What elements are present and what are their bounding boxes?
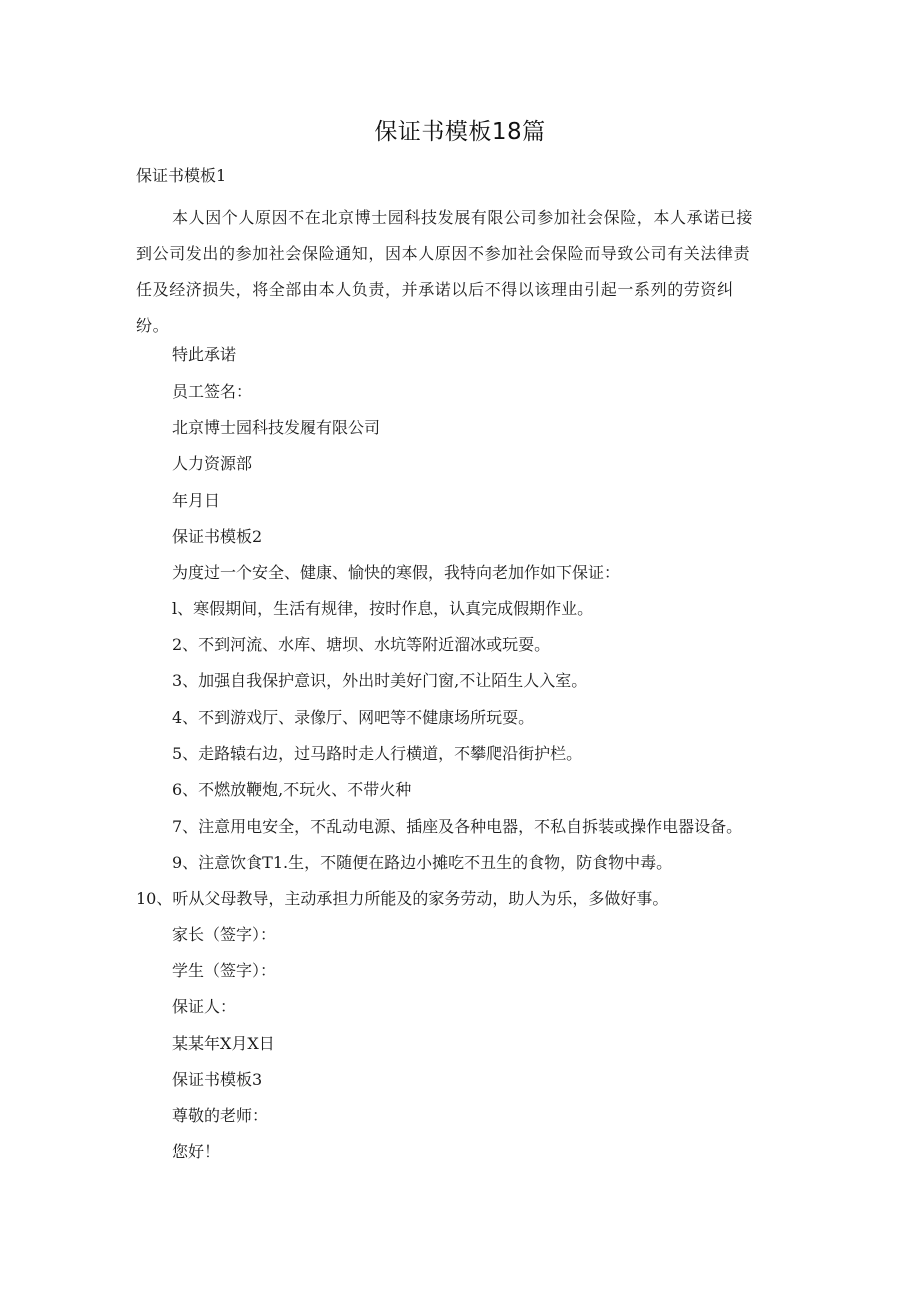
list-item: 5、走路辕右边，过马路时走人行横道，不攀爬沿街护栏。 — [172, 744, 583, 763]
section2-student-sign: 学生（签字）： — [172, 961, 277, 980]
list-item: 3、加强自我保护意识，外出时美好门窗,不让陌生人入室。 — [172, 671, 588, 690]
section2-heading: 保证书模板2 — [172, 527, 263, 546]
list-item: 9、注意饮食T1.生，不随便在路边小摊吃不丑生的食物，防食物中毒。 — [172, 853, 673, 872]
list-item: 10、听从父母教导，主动承担力所能及的家务劳动，助人为乐，多做好事。 — [136, 889, 669, 908]
document-title: 保证书模板18篇 — [374, 119, 546, 145]
section2-parent-sign: 家长（签字）： — [172, 925, 277, 944]
section3-heading: 保证书模板3 — [172, 1070, 263, 1089]
list-item: l、寒假期间，生活有规律，按时作息，认真完成假期作业。 — [172, 599, 594, 618]
paragraph-line: 纷。 — [136, 316, 170, 335]
list-item: 7、注意用电安全，不乱动电源、插座及各种电器，不私自拆装或操作电器设备。 — [172, 817, 743, 836]
section2-guarantor: 保证人： — [172, 997, 237, 1016]
section3-salutation: 尊敬的老师： — [172, 1106, 269, 1125]
paragraph-line: 本人因个人原因不在北京博士园科技发展有限公司参加社会保险，本人承诺已接 — [172, 208, 754, 227]
list-item: 2、不到河流、水库、塘坝、水坑等附近溜冰或玩耍。 — [172, 635, 551, 654]
section3-greeting: 您好！ — [172, 1142, 221, 1161]
paragraph-line: 到公司发出的参加社会保险通知，因本人原因不参加社会保险而导致公司有关法律责 — [136, 244, 751, 263]
section1-department: 人力资源部 — [172, 454, 253, 473]
paragraph-line: 任及经济损失，将全部由本人负责，并承诺以后不得以该理由引起一系列的劳资纠 — [136, 280, 734, 299]
section1-paragraph — [136, 200, 776, 344]
section1-company: 北京博士园科技发履有限公司 — [172, 418, 381, 437]
section1-date: 年月日 — [172, 491, 221, 510]
section2-intro: 为度过一个安全、健康、愉快的寒假，我特向老加作如下保证： — [172, 563, 621, 582]
section1-heading: 保证书模板1 — [136, 166, 227, 185]
list-item: 6、不燃放鞭炮,不玩火、不带火种 — [172, 780, 412, 799]
section2-date: 某某年X月X日 — [172, 1034, 275, 1053]
section1-closing: 特此承诺 — [172, 345, 237, 364]
list-item: 4、不到游戏厅、录像厅、网吧等不健康场所玩耍。 — [172, 708, 535, 727]
section1-signature: 员工签名： — [172, 382, 253, 401]
